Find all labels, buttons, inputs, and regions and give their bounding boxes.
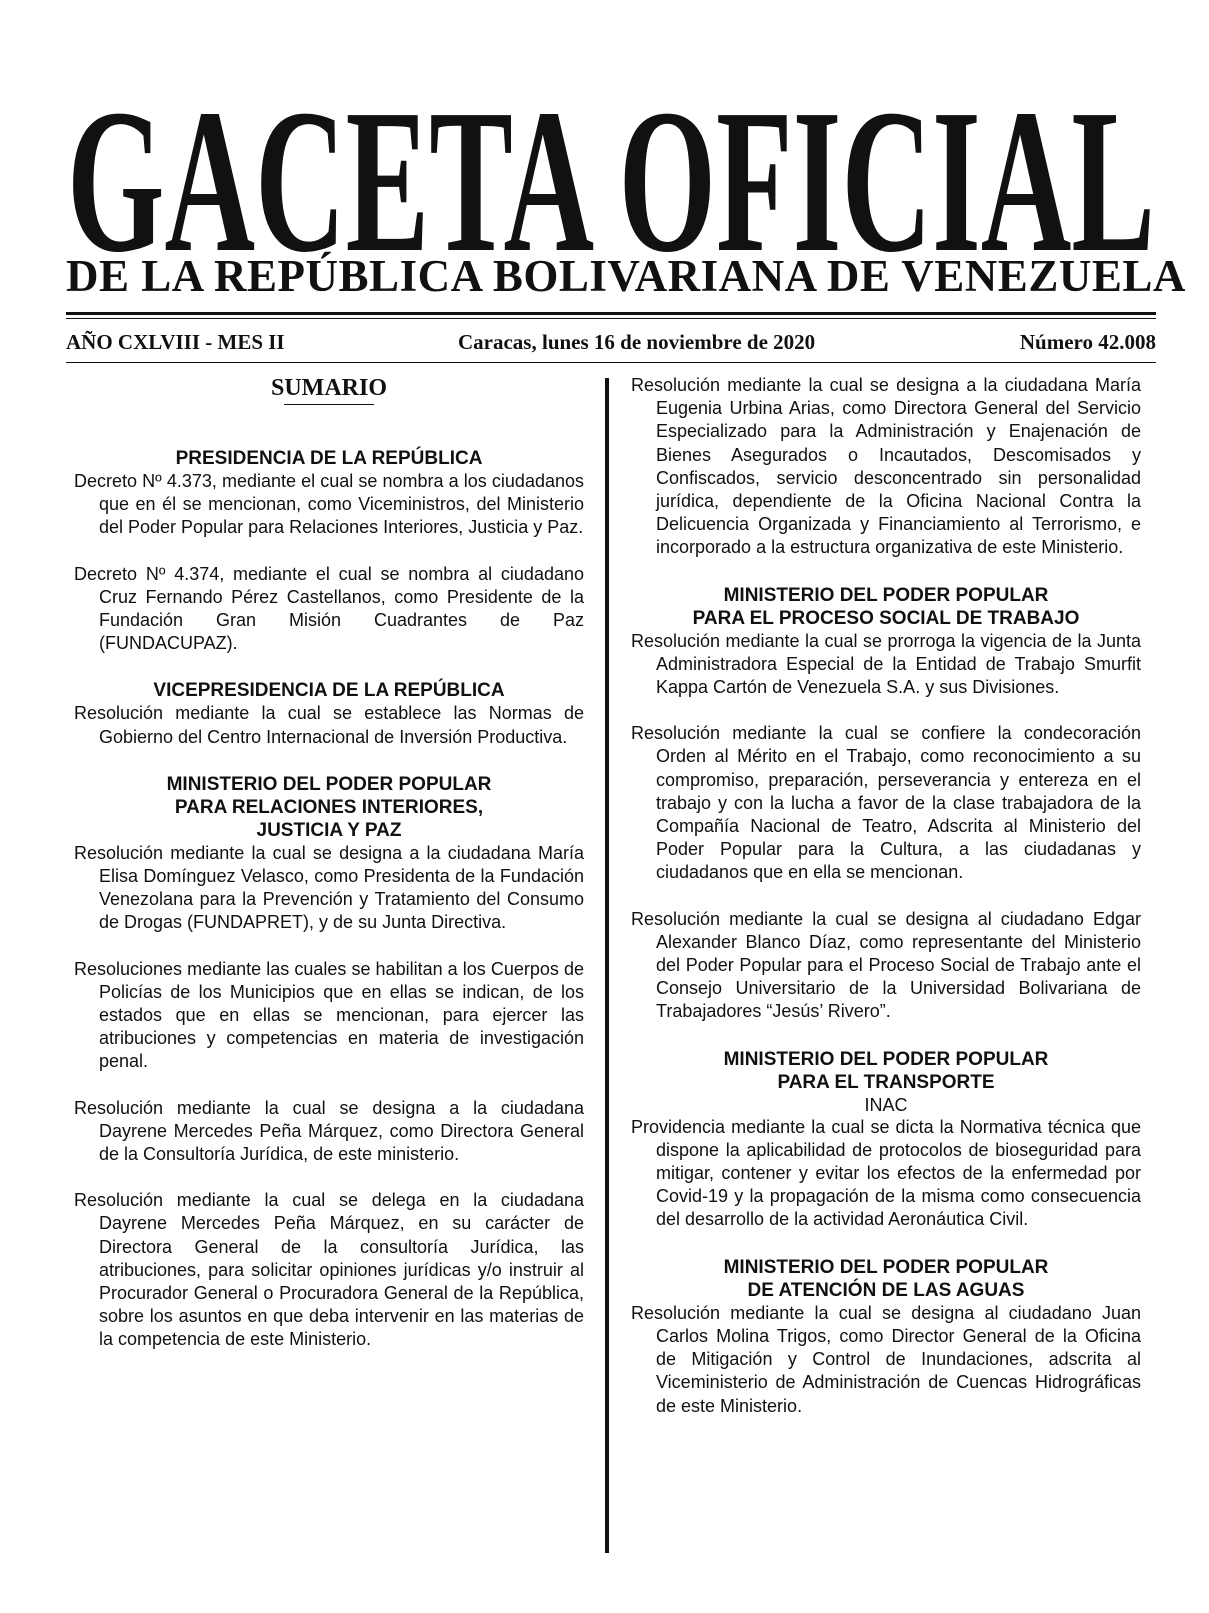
section-heading: MINISTERIO DEL PODER POPULAR DE ATENCIÓN DE LAS AGUAS	[723, 1256, 1049, 1301]
column-divider	[605, 378, 609, 1553]
summary-entry: Resolución mediante la cual se establece las Normas de Gobierno del Centro Internacional de Inversión Productiva.	[74, 703, 584, 747]
issue-date: Caracas, lunes 16 de noviembre de 2020	[458, 330, 816, 354]
issue-number: Número 42.008	[1019, 330, 1156, 354]
summary-entry: Providencia mediante la cual se dicta la Normativa técnica que dispone la aplicabilidad de protocolos de bioseguridad para mitigar, contener y evitar los efectos de la enfermedad por Covid-19 y la propagación de la misma como consecuencia del desarrollo de la actividad Aeronáutica Civil.	[631, 1116, 1141, 1230]
summary-entry: Resolución mediante la cual se confiere la condecoración Orden al Mérito en el Trabajo, como reconocimiento a su compromiso, preparación, perseverancia y entereza en el trabajo y con la lucha a favor de la clase trabajadora de la Compañía Nacional de Teatro, Adscrita al Ministerio del Poder Popular para la Cultura, a las ciudadanas y ciudadanos que en ella se mencionan.	[631, 723, 1141, 883]
summary-underline	[284, 404, 374, 405]
summary-entry: Resolución mediante la cual se designa a la ciudadana María Eugenia Urbina Arias, como Directora General del Servicio Especializado para la Administración y Enajenación de Bienes Asegurados o Incautados, Descomisados y Confiscados, servicio desconcentrado sin personalidad jurídica, dependiente de la Oficina Nacional Contra la Delicuencia Organizada y Financiamiento al Terrorismo, e incorporado a la estructura organizativa de este Ministerio.	[631, 375, 1141, 558]
summary-title: SUMARIO	[74, 374, 584, 405]
issue-year-month: AÑO CXLVIII - MES II	[66, 330, 285, 354]
section-heading: PRESIDENCIA DE LA REPÚBLICA	[175, 448, 483, 469]
masthead-title-text: GACETA OFICIAL	[67, 74, 1155, 264]
section-heading: MINISTERIO DEL PODER POPULAR PARA RELACIONES INTERIORES, JUSTICIA Y PAZ	[166, 773, 492, 841]
summary-entry: Resoluciones mediante las cuales se habilitan a los Cuerpos de Policías de los Municipios que en ellas se indican, de los estados que en ellas se mencionan, para ejercer las atribuciones y competencias en materia de investigación penal.	[74, 958, 584, 1072]
summary-entry: Resolución mediante la cual se delega en la ciudadana Dayrene Mercedes Peña Márquez, en su carácter de Directora General de la consultoría Jurídica, las atribuciones, para solicitar opiniones jurídicas y/o instruir al Procurador General o Procuradora General de la República, sobre los asuntos en que deba intervenir en las materias de la competencia de este Ministerio.	[74, 1190, 584, 1350]
masthead-subtitle: DE LA REPÚBLICA BOLIVARIANA DE VENEZUELA	[66, 251, 1186, 301]
summary-entry: Resolución mediante la cual se prorroga la vigencia de la Junta Administradora Especial de la Entidad de Trabajo Smurfit Kappa Cartón de Venezuela S.A. y sus Divisiones.	[631, 630, 1141, 698]
summary-entry: Resolución mediante la cual se designa a la ciudadana María Elisa Domínguez Velasco, como Presidenta de la Fundación Venezolana para la Prevención y Tratamiento del Consumo de Drogas (FUNDAPRET), y de su Junta Directiva.	[74, 842, 584, 933]
header-rule-thin	[66, 318, 1156, 319]
summary-entry: Resolución mediante la cual se designa a la ciudadana Dayrene Mercedes Peña Márquez, como Directora General de la Consultoría Jurídica, de este ministerio.	[74, 1097, 584, 1165]
summary-entry: Resolución mediante la cual se designa al ciudadano Juan Carlos Molina Trigos, como Director General de la Oficina de Mitigación y Control de Inundaciones, adscrita al Viceministerio de Administración de Cuencas Hidrográficas de este Ministerio.	[631, 1302, 1141, 1416]
summary-entry: Decreto Nº 4.374, mediante el cual se nombra al ciudadano Cruz Fernando Pérez Castellanos, como Presidente de la Fundación Gran Misión Cuadrantes de Paz (FUNDACUPAZ).	[74, 563, 584, 654]
section-heading: MINISTERIO DEL PODER POPULAR PARA EL TRANSPORTE INAC	[631, 1048, 1141, 1116]
right-column	[631, 374, 1141, 1418]
masthead	[66, 74, 1156, 264]
header-rule-thick	[66, 312, 1156, 315]
summary-entry: Decreto Nº 4.373, mediante el cual se nombra a los ciudadanos que en él se mencionan, como Viceministros, del Ministerio del Poder Popular para Relaciones Interiores, Justicia y Paz.	[74, 471, 584, 538]
summary-entry: Resolución mediante la cual se designa al ciudadano Edgar Alexander Blanco Díaz, como representante del Ministerio del Poder Popular para el Proceso Social de Trabajo ante el Consejo Universitario de la Universidad Bolivariana de Trabajadores “Jesús’ Rivero”.	[631, 908, 1141, 1022]
section-heading: VICEPRESIDENCIA DE LA REPÚBLICA	[153, 680, 505, 702]
section-heading: MINISTERIO DEL PODER POPULAR PARA EL PROCESO SOCIAL DE TRABAJO	[692, 584, 1080, 629]
masthead-title	[66, 74, 1156, 264]
section-subheading: INAC	[864, 1094, 908, 1115]
left-column	[74, 374, 584, 1352]
info-bar-rule	[66, 362, 1156, 363]
